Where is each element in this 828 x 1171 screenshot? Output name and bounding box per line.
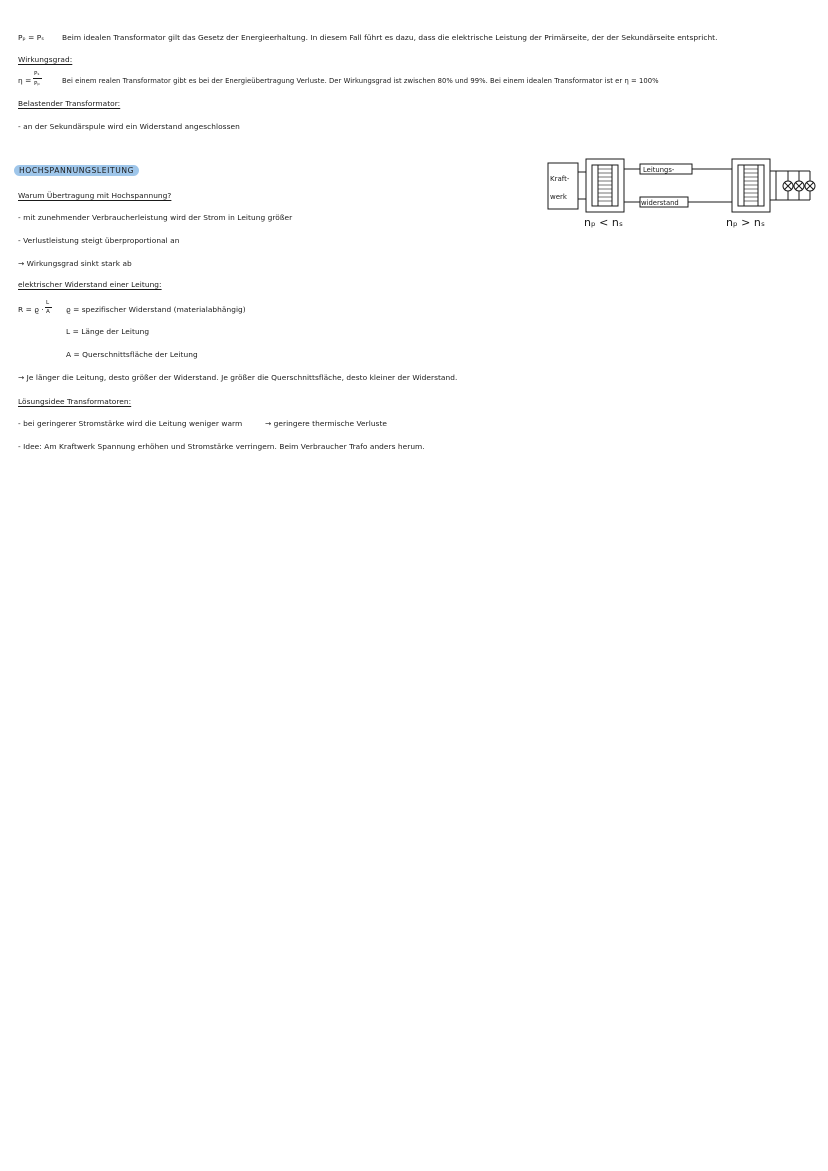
resistance-frac-den: A [46, 309, 50, 315]
resistance-lhs: R = ϱ · [18, 305, 44, 314]
energy-formula: Pₚ = Pₛ [18, 33, 45, 42]
def-length: L = Länge der Leitung [66, 327, 150, 336]
transformer-step-up [586, 159, 624, 212]
fraction-line [45, 307, 52, 308]
solution-line1-b: → geringere thermische Verluste [265, 419, 387, 428]
transmission-diagram [540, 150, 820, 235]
cable-label-1: Leitungs- [643, 166, 675, 174]
cable-label-2: widerstand [641, 199, 679, 207]
plant-label-1: Kraft- [550, 175, 570, 183]
resistance-heading: elektrischer Widerstand einer Leitung: [18, 280, 162, 289]
highvoltage-heading: HOCHSPANNUNGSLEITUNG [14, 166, 139, 176]
lamp-icon [805, 181, 815, 191]
def-rho: ϱ = spezifischer Widerstand (materialabhängig) [66, 305, 246, 314]
lamp-icon [794, 181, 804, 191]
bullet-1: - mit zunehmender Verbraucherleistung wird der Strom in Leitung größer [18, 213, 293, 222]
power-plant-box [548, 163, 578, 209]
efficiency-heading: Wirkungsgrad: [18, 55, 73, 64]
solution-line2: - Idee: Am Kraftwerk Spannung erhöhen und Stromstärke verringern. Beim Verbraucher Trafo anders herum. [18, 442, 425, 451]
efficiency-text: Bei einem realen Transformator gibt es bei der Energieübertragung Verluste. Der Wirkungsgrad ist zwischen 80% und 99%. Bei einem idealen Transformator ist er η = 100% [62, 77, 659, 85]
def-area: A = Querschnittsfläche der Leitung [66, 350, 198, 359]
plant-label-2: werk [550, 193, 567, 201]
fraction-line [33, 78, 42, 79]
efficiency-numerator: Pₛ [34, 71, 40, 77]
efficiency-denominator: Pₚ [34, 81, 40, 87]
resistance-conclusion: → Je länger die Leitung, desto größer der Widerstand. Je größer die Querschnittsfläche, desto kleiner der Widerstand. [18, 373, 458, 382]
efficiency-lhs: η = [18, 76, 32, 85]
lamp-icon [783, 181, 793, 191]
bullet-3: → Wirkungsgrad sinkt stark ab [18, 259, 132, 268]
highvoltage-question: Warum Übertragung mit Hochspannung? [18, 191, 172, 200]
ratio-left: nₚ < nₛ [584, 216, 623, 229]
resistance-frac-num: L [46, 300, 50, 306]
energy-text: Beim idealen Transformator gilt das Gesetz der Energieerhaltung. In diesem Fall führt es dazu, dass die elektrische Leistung der Primärseite, der der Sekundärseite entspricht. [62, 33, 718, 42]
bullet-2: - Verlustleistung steigt überproportional an [18, 236, 180, 245]
solution-heading: Lösungsidee Transformatoren: [18, 397, 132, 406]
loaded-heading: Belastender Transformator: [18, 99, 121, 108]
loaded-text: - an der Sekundärspule wird ein Widerstand angeschlossen [18, 122, 240, 131]
solution-line1-a: - bei geringerer Stromstärke wird die Leitung weniger warm [18, 419, 243, 428]
transformer-step-down [732, 159, 770, 212]
ratio-right: nₚ > nₛ [726, 216, 765, 229]
